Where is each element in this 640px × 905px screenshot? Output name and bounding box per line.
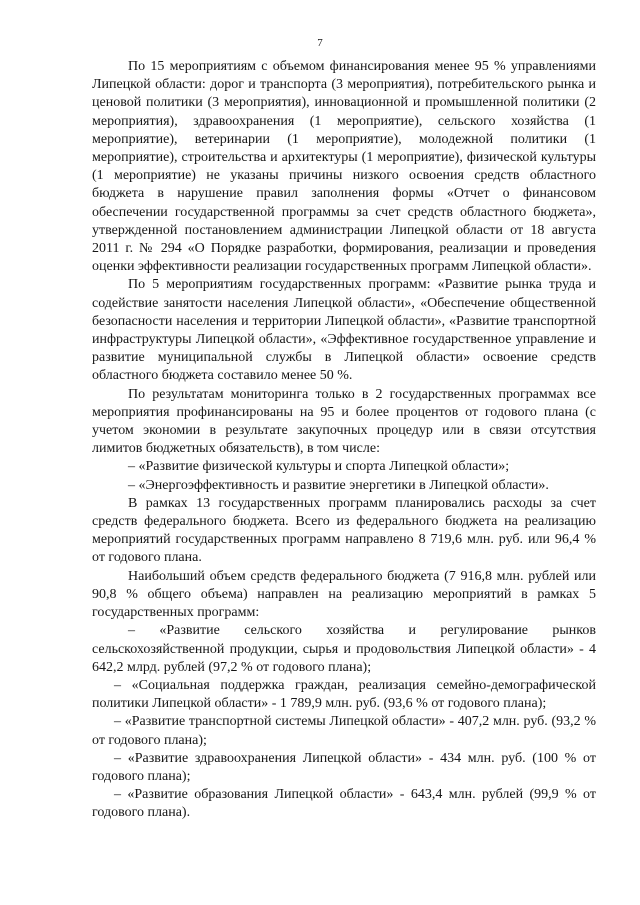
paragraph-monitoring-results: По результатам мониторинга только в 2 государственных программах все мероприятия профинансированы на 95 и более процентов от годового плана (с учетом экономии в результате закупочных процедур или в связи отсутствия лимитов бюджетных обязательств), в том числе:: [92, 386, 596, 457]
paragraph-unexplained-low-spending: По 15 мероприятиям с объемом финансирования менее 95 % управлениями Липецкой области: дорог и транспорта (3 мероприятия), потребительского рынка и ценовой политики (3 мероприятия), инновационной и промышленной политики (2 мероприятия), здравоохранения (1 мероприятие), сельского хозяйства (1 мероприятие), ветеринарии (1 мероприятие), молодежной политики (1 мероприятие), строительства и архитектуры (1 мероприятие), физической культуры (1 мероприятие) не указаны причины низкого освоения средств областного бюджета в нарушение правил заполнения формы «Отчет о финансовом обеспечении государственной программы за счет средств областного бюджета», утвержденной постановлением администрации Липецкой области от 18 августа 2011 г. № 294 «О Порядке разработки, формирования, реализации и проведения оценки эффективности реализации государственных программ Липецкой области».: [92, 59, 596, 275]
document-body: [92, 58, 596, 823]
paragraph-federal-budget-total: В рамках 13 государственных программ планировались расходы за счет средств федерального бюджета. Всего из федерального бюджета на реализацию мероприятий государственных программ направлено 8 719,6 млн. руб. или 96,4 % от годового плана.: [92, 495, 596, 566]
paragraph-under-50-percent: По 5 мероприятиям государственных программ: «Развитие рынка труда и содействие занятости населения Липецкой области», «Обеспечение общественной безопасности населения и территории Липецкой области», «Развитие транспортной инфраструктуры Липецкой области», «Эффективное государственное управление и развитие муниципальной службы в Липецкой области» освоение средств областного бюджета составило менее 50 %.: [92, 277, 596, 384]
page-number: 7: [317, 37, 323, 49]
list-item-social-support-program: – «Социальная поддержка граждан, реализация семейно-демографической политики Липецкой области» - 1 789,9 млн. руб. (93,6 % от годового плана);: [92, 677, 596, 712]
list-item-energy-program: – «Энергоэффективность и развитие энергетики в Липецкой области».: [128, 477, 549, 493]
list-item-healthcare-program: – «Развитие здравоохранения Липецкой области» - 434 млн. руб. (100 % от годового плана);: [92, 750, 596, 784]
list-item-transport-program: – «Развитие транспортной системы Липецкой области» - 407,2 млн. руб. (93,2 % от годового плана);: [92, 714, 596, 748]
list-item-agriculture-program: – «Развитие сельского хозяйства и регулирование рынков сельскохозяйственной продукции, сырья и продовольствия Липецкой области» - 4 642,2 млрд. рублей (97,2 % от годового плана);: [92, 623, 596, 675]
list-item-sport-program: – «Развитие физической культуры и спорта Липецкой области»;: [128, 459, 510, 475]
paragraph-federal-budget-largest: Наибольший объем средств федерального бюджета (7 916,8 млн. рублей или 90,8 % общего объема) направлен на реализацию мероприятий в рамках 5 государственных программ:: [92, 568, 596, 621]
list-item-education-program: – «Развитие образования Липецкой области» - 643,4 млн. рублей (99,9 % от годового плана).: [92, 787, 596, 821]
